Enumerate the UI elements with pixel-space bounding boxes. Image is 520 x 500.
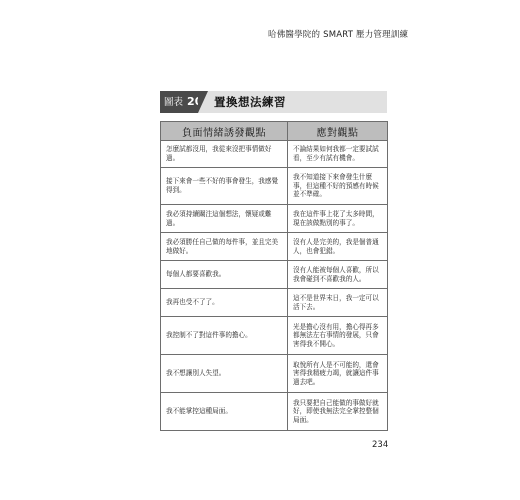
negative-thought-cell: 我不能掌控這種局面。 [161,393,288,431]
negative-thought-cell: 接下來會一些不好的事會發生，我感覺得到。 [161,168,288,205]
column-header-coping: 應對觀點 [288,122,388,141]
negative-thought-cell: 我不想讓別人失望。 [161,355,288,393]
coping-thought-cell: 沒有人能被每個人喜歡，所以我會碰到不喜歡我的人。 [288,261,388,289]
table-row [161,261,388,289]
table-row [161,317,388,355]
coping-thought-cell: 不論結果如何我都一定要試試看，至少有試有機會。 [288,141,388,168]
table-row [161,393,388,431]
coping-thought-cell: 沒有人是完美的，我是個普通人，也會犯錯。 [288,233,388,261]
negative-thought-cell: 我必須勝任自己做的每件事，並且完美地做好。 [161,233,288,261]
coping-thought-cell: 光是擔心沒有用，擔心得再多都無法左右事情的發展，只會害得我不開心。 [288,317,388,355]
figure-label-prefix: 圖表 [164,97,184,108]
table-row [161,289,388,317]
figure-label-slant [198,91,208,113]
figure-label [160,91,203,113]
figure-title-bar [160,91,387,113]
negative-thought-cell: 怎麼試都沒用，我從來沒把事情做好過。 [161,141,288,168]
table-row [161,205,388,233]
running-header: 哈佛醫學院的 SMART 壓力管理訓練 [268,30,409,40]
table-row [161,168,388,205]
negative-thought-cell: 我再也受不了了。 [161,289,288,317]
page-number: 234 [372,440,389,450]
negative-thought-cell: 每個人都要喜歡我。 [161,261,288,289]
column-header-negative: 負面情緒誘發觀點 [161,122,288,141]
coping-thought-cell: 我不知道接下來會發生什麼事，但這種不好的預感有時候並不準確。 [288,168,388,205]
coping-thought-cell: 我在這件事上花了太多時間，現在該做點別的事了。 [288,205,388,233]
table-row [161,233,388,261]
table-row [161,141,388,168]
negative-thought-cell: 我必須持續關注這個想法，懷疑或難過。 [161,205,288,233]
comparison-table [160,121,388,431]
figure-title: 置換想法練習 [214,95,286,109]
negative-thought-cell: 我控制不了對這件事的擔心。 [161,317,288,355]
table-row [161,355,388,393]
coping-thought-cell: 我只要把自己能做的事做好就好，即使我無法完全掌控整個局面。 [288,393,388,431]
table-header-row [161,122,388,141]
coping-thought-cell: 取悅所有人是不可能的，還會害得我精疲力竭，就讓這件事過去吧。 [288,355,388,393]
figure-label-number: 20 [187,95,203,108]
coping-thought-cell: 這不是世界末日，我一定可以活下去。 [288,289,388,317]
